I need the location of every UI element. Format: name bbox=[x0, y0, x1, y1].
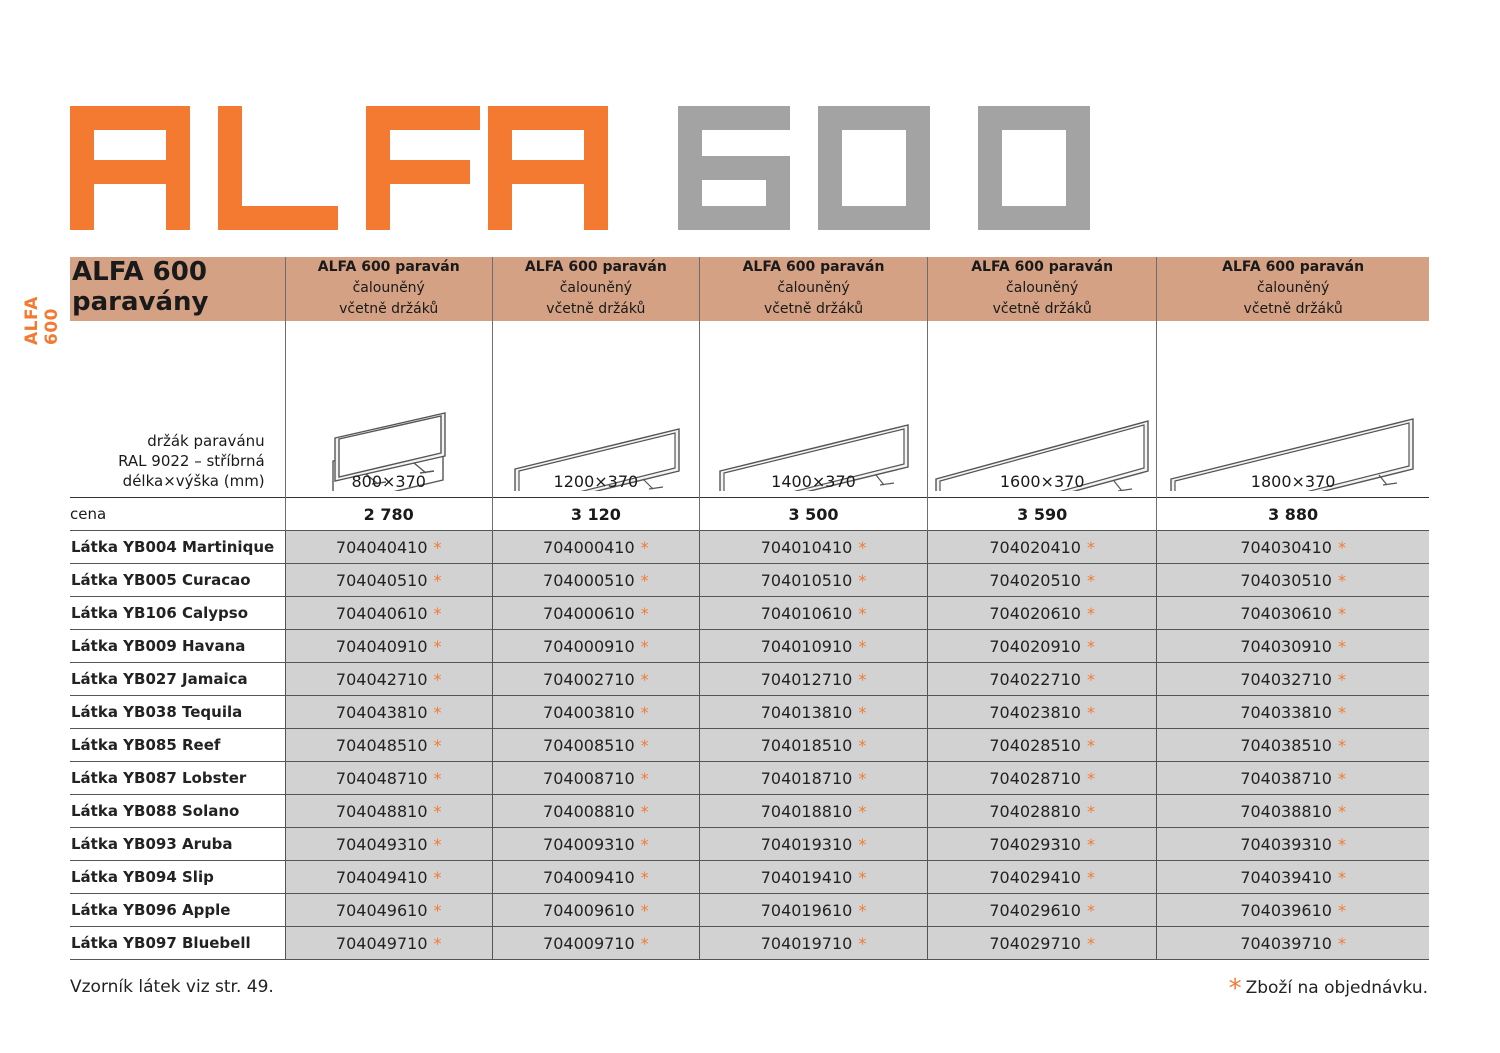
asterisk-icon: * bbox=[1337, 900, 1346, 920]
product-code-cell bbox=[1157, 564, 1429, 597]
product-name: ALFA 600 paraván bbox=[1222, 259, 1365, 275]
product-code: 704020410 bbox=[989, 537, 1081, 557]
table-row bbox=[70, 927, 1429, 960]
asterisk-icon: * bbox=[1337, 933, 1346, 953]
order-note bbox=[1229, 974, 1428, 1004]
table-row bbox=[70, 861, 1429, 894]
product-code-cell bbox=[492, 564, 699, 597]
price-row bbox=[70, 498, 1429, 531]
asterisk-icon: * bbox=[433, 735, 442, 755]
product-code-cell bbox=[699, 630, 927, 663]
product-code-cell bbox=[928, 894, 1157, 927]
product-code-cell bbox=[492, 630, 699, 663]
product-code-cell bbox=[285, 597, 492, 630]
asterisk-icon: * bbox=[640, 702, 649, 722]
table-header-row bbox=[70, 257, 1429, 321]
product-code: 704040610 bbox=[335, 603, 428, 623]
asterisk-icon: * bbox=[640, 834, 649, 854]
table-row bbox=[70, 531, 1429, 564]
asterisk-icon: * bbox=[640, 603, 649, 623]
product-code-cell bbox=[492, 729, 699, 762]
asterisk-icon: * bbox=[1086, 801, 1095, 821]
asterisk-icon: * bbox=[1086, 636, 1095, 656]
product-code: 704049610 bbox=[335, 900, 428, 920]
product-code: 704029610 bbox=[989, 900, 1081, 920]
fabric-label: Látka YB106 Calypso bbox=[70, 597, 285, 630]
asterisk-icon: * bbox=[640, 900, 649, 920]
asterisk-icon: * bbox=[433, 867, 442, 887]
product-code: 704038810 bbox=[1240, 801, 1332, 821]
product-code: 704048510 bbox=[335, 735, 428, 755]
asterisk-icon: * bbox=[1337, 801, 1346, 821]
product-code: 704029710 bbox=[989, 933, 1081, 953]
fabric-label: Látka YB027 Jamaica bbox=[70, 663, 285, 696]
asterisk-icon: * bbox=[858, 702, 867, 722]
asterisk-icon: * bbox=[858, 834, 867, 854]
product-code: 704013810 bbox=[760, 702, 853, 722]
asterisk-icon: * bbox=[433, 900, 442, 920]
product-code: 704040410 bbox=[335, 537, 428, 557]
product-code-cell bbox=[492, 531, 699, 564]
product-code: 704008710 bbox=[543, 768, 635, 788]
dimension-value: 1800×370 bbox=[1250, 472, 1336, 491]
product-desc: včetně držáků bbox=[339, 301, 439, 317]
asterisk-icon: * bbox=[640, 867, 649, 887]
product-code: 704000410 bbox=[543, 537, 635, 557]
product-code: 704040910 bbox=[335, 636, 428, 656]
fabric-label: Látka YB038 Tequila bbox=[70, 696, 285, 729]
fabric-label: Látka YB087 Lobster bbox=[70, 762, 285, 795]
product-desc: čalouněný bbox=[352, 280, 425, 296]
asterisk-icon: * bbox=[1086, 933, 1095, 953]
product-code-cell bbox=[285, 729, 492, 762]
product-code: 704039410 bbox=[1240, 867, 1332, 887]
product-code: 704029410 bbox=[989, 867, 1081, 887]
product-code: 704039610 bbox=[1240, 900, 1332, 920]
product-code-cell bbox=[928, 762, 1157, 795]
fabric-label: Látka YB009 Havana bbox=[70, 630, 285, 663]
order-note-text: Zboží na objednávku. bbox=[1245, 978, 1428, 998]
table-row bbox=[70, 663, 1429, 696]
product-code: 704003810 bbox=[543, 702, 635, 722]
price-value: 3 880 bbox=[1157, 498, 1429, 531]
product-name: ALFA 600 paraván bbox=[524, 259, 667, 275]
product-code: 704040510 bbox=[335, 570, 428, 590]
product-code: 704029310 bbox=[989, 834, 1081, 854]
product-code: 704048710 bbox=[335, 768, 428, 788]
product-code: 704033810 bbox=[1240, 702, 1332, 722]
product-code-cell bbox=[285, 663, 492, 696]
screen-panel-icon bbox=[286, 321, 493, 491]
product-code: 704012710 bbox=[760, 669, 853, 689]
asterisk-icon: * bbox=[1228, 974, 1242, 1004]
product-image-cell bbox=[492, 321, 699, 498]
table-title-line1: ALFA 600 bbox=[72, 257, 207, 287]
product-code: 704018710 bbox=[760, 768, 853, 788]
product-code-cell bbox=[492, 663, 699, 696]
asterisk-icon: * bbox=[858, 801, 867, 821]
fabric-rows bbox=[70, 531, 1429, 960]
product-name: ALFA 600 paraván bbox=[971, 259, 1114, 275]
product-code-cell bbox=[1157, 597, 1429, 630]
table-row bbox=[70, 828, 1429, 861]
product-code-cell bbox=[699, 828, 927, 861]
product-code: 704043810 bbox=[335, 702, 428, 722]
asterisk-icon: * bbox=[640, 570, 649, 590]
product-code-cell bbox=[1157, 630, 1429, 663]
asterisk-icon: * bbox=[1086, 867, 1095, 887]
product-code-cell bbox=[492, 696, 699, 729]
holder-label: držák paravánu bbox=[147, 432, 265, 450]
product-code: 704020910 bbox=[989, 636, 1081, 656]
product-code-cell bbox=[699, 564, 927, 597]
product-code-cell bbox=[492, 597, 699, 630]
product-image-row bbox=[70, 321, 1429, 498]
price-value: 2 780 bbox=[285, 498, 492, 531]
fabric-label: Látka YB096 Apple bbox=[70, 894, 285, 927]
asterisk-icon: * bbox=[858, 537, 867, 557]
product-code-cell bbox=[699, 894, 927, 927]
product-code: 704000610 bbox=[543, 603, 635, 623]
product-code: 704019310 bbox=[760, 834, 853, 854]
product-code-cell bbox=[1157, 531, 1429, 564]
product-code-cell bbox=[928, 729, 1157, 762]
table-row bbox=[70, 795, 1429, 828]
asterisk-icon: * bbox=[1337, 834, 1346, 854]
product-code: 704010510 bbox=[760, 570, 853, 590]
product-code: 704049410 bbox=[335, 867, 428, 887]
asterisk-icon: * bbox=[858, 603, 867, 623]
product-code-cell bbox=[492, 861, 699, 894]
table-title bbox=[70, 257, 285, 321]
product-code: 704010910 bbox=[760, 636, 853, 656]
product-code: 704010410 bbox=[760, 537, 853, 557]
logo-600 bbox=[678, 106, 1090, 230]
asterisk-icon: * bbox=[433, 537, 442, 557]
asterisk-icon: * bbox=[858, 768, 867, 788]
product-code: 704032710 bbox=[1240, 669, 1332, 689]
product-code: 704000910 bbox=[543, 636, 635, 656]
product-code-cell bbox=[285, 828, 492, 861]
asterisk-icon: * bbox=[433, 570, 442, 590]
asterisk-icon: * bbox=[640, 636, 649, 656]
product-code-cell bbox=[699, 927, 927, 960]
fabric-label: Látka YB093 Aruba bbox=[70, 828, 285, 861]
holder-color-label: RAL 9022 – stříbrná bbox=[118, 452, 265, 470]
product-image-cell bbox=[699, 321, 927, 498]
product-code-cell bbox=[1157, 762, 1429, 795]
product-header-800 bbox=[285, 257, 492, 321]
product-code-cell bbox=[285, 795, 492, 828]
asterisk-icon: * bbox=[640, 933, 649, 953]
fabric-label: Látka YB088 Solano bbox=[70, 795, 285, 828]
asterisk-icon: * bbox=[1337, 702, 1346, 722]
product-code: 704000510 bbox=[543, 570, 635, 590]
product-desc: včetně držáků bbox=[992, 301, 1092, 317]
asterisk-icon: * bbox=[1337, 603, 1346, 623]
fabric-label: Látka YB085 Reef bbox=[70, 729, 285, 762]
product-code-cell bbox=[1157, 861, 1429, 894]
product-desc: včetně držáků bbox=[1243, 301, 1343, 317]
product-desc: čalouněný bbox=[1257, 280, 1330, 296]
asterisk-icon: * bbox=[433, 669, 442, 689]
product-code-cell bbox=[1157, 729, 1429, 762]
table-row bbox=[70, 630, 1429, 663]
asterisk-icon: * bbox=[640, 801, 649, 821]
fabric-label: Látka YB005 Curacao bbox=[70, 564, 285, 597]
product-header-1400 bbox=[699, 257, 927, 321]
product-image-cell bbox=[928, 321, 1157, 498]
asterisk-icon: * bbox=[1086, 834, 1095, 854]
product-code: 704028710 bbox=[989, 768, 1081, 788]
product-code-cell bbox=[928, 597, 1157, 630]
product-code-cell bbox=[699, 795, 927, 828]
product-code: 704009710 bbox=[543, 933, 635, 953]
product-code: 704030610 bbox=[1240, 603, 1332, 623]
asterisk-icon: * bbox=[858, 735, 867, 755]
product-code: 704030510 bbox=[1240, 570, 1332, 590]
asterisk-icon: * bbox=[1337, 570, 1346, 590]
dimension-value: 800×370 bbox=[351, 472, 426, 491]
asterisk-icon: * bbox=[1337, 867, 1346, 887]
product-desc: včetně držáků bbox=[546, 301, 646, 317]
product-code-cell bbox=[699, 531, 927, 564]
screen-panel-icon bbox=[928, 321, 1157, 491]
product-header-1200 bbox=[492, 257, 699, 321]
asterisk-icon: * bbox=[640, 735, 649, 755]
asterisk-icon: * bbox=[858, 636, 867, 656]
product-code: 704008810 bbox=[543, 801, 635, 821]
asterisk-icon: * bbox=[858, 900, 867, 920]
asterisk-icon: * bbox=[1337, 735, 1346, 755]
asterisk-icon: * bbox=[640, 768, 649, 788]
screen-panel-icon bbox=[1157, 321, 1429, 491]
asterisk-icon: * bbox=[433, 636, 442, 656]
alfa-600-logo bbox=[70, 106, 1100, 230]
product-name: ALFA 600 paraván bbox=[742, 259, 885, 275]
product-code: 704028810 bbox=[989, 801, 1081, 821]
product-code-cell bbox=[699, 729, 927, 762]
asterisk-icon: * bbox=[858, 570, 867, 590]
asterisk-icon: * bbox=[1086, 735, 1095, 755]
asterisk-icon: * bbox=[1086, 537, 1095, 557]
product-code: 704019710 bbox=[760, 933, 853, 953]
product-code: 704039310 bbox=[1240, 834, 1332, 854]
fabric-sampler-note: Vzorník látek viz str. 49. bbox=[70, 977, 274, 997]
asterisk-icon: * bbox=[640, 537, 649, 557]
product-code-cell bbox=[285, 861, 492, 894]
product-code-cell bbox=[1157, 795, 1429, 828]
product-code: 704019610 bbox=[760, 900, 853, 920]
table-row bbox=[70, 564, 1429, 597]
product-code-cell bbox=[928, 630, 1157, 663]
asterisk-icon: * bbox=[1086, 702, 1095, 722]
asterisk-icon: * bbox=[433, 702, 442, 722]
asterisk-icon: * bbox=[1337, 768, 1346, 788]
table-row bbox=[70, 597, 1429, 630]
product-desc: čalouněný bbox=[1006, 280, 1079, 296]
fabric-label: Látka YB004 Martinique bbox=[70, 531, 285, 564]
product-code: 704018810 bbox=[760, 801, 853, 821]
asterisk-icon: * bbox=[858, 933, 867, 953]
table-title-line2: paravány bbox=[72, 287, 209, 317]
logo-alfa bbox=[70, 106, 608, 230]
product-code: 704020610 bbox=[989, 603, 1081, 623]
product-header-1800 bbox=[1157, 257, 1429, 321]
product-code-cell bbox=[699, 762, 927, 795]
asterisk-icon: * bbox=[1086, 570, 1095, 590]
price-value: 3 120 bbox=[492, 498, 699, 531]
asterisk-icon: * bbox=[1337, 669, 1346, 689]
product-code: 704039710 bbox=[1240, 933, 1332, 953]
product-code-cell bbox=[928, 861, 1157, 894]
asterisk-icon: * bbox=[1086, 669, 1095, 689]
product-desc: čalouněný bbox=[559, 280, 632, 296]
product-code: 704019410 bbox=[760, 867, 853, 887]
product-code-cell bbox=[285, 762, 492, 795]
product-code-cell bbox=[1157, 696, 1429, 729]
product-header-1600 bbox=[928, 257, 1157, 321]
product-code-cell bbox=[492, 828, 699, 861]
asterisk-icon: * bbox=[858, 669, 867, 689]
dimension-value: 1600×370 bbox=[999, 472, 1085, 491]
product-code: 704002710 bbox=[543, 669, 635, 689]
product-code: 704038710 bbox=[1240, 768, 1332, 788]
product-code-cell bbox=[492, 894, 699, 927]
product-code: 704049310 bbox=[335, 834, 428, 854]
asterisk-icon: * bbox=[1086, 900, 1095, 920]
product-code: 704048810 bbox=[335, 801, 428, 821]
product-code-cell bbox=[928, 531, 1157, 564]
product-code-cell bbox=[928, 663, 1157, 696]
product-desc: včetně držáků bbox=[763, 301, 864, 317]
product-code-cell bbox=[1157, 894, 1429, 927]
product-code-cell bbox=[285, 564, 492, 597]
dimension-value: 1200×370 bbox=[553, 472, 639, 491]
fabric-label: Látka YB097 Bluebell bbox=[70, 927, 285, 960]
product-name: ALFA 600 paraván bbox=[317, 259, 460, 275]
price-value: 3 500 bbox=[699, 498, 927, 531]
product-image-cell bbox=[1157, 321, 1429, 498]
product-code-cell bbox=[699, 696, 927, 729]
product-code: 704049710 bbox=[335, 933, 428, 953]
product-code-cell bbox=[699, 663, 927, 696]
asterisk-icon: * bbox=[1086, 603, 1095, 623]
product-code-cell bbox=[928, 927, 1157, 960]
product-image-cell bbox=[285, 321, 492, 498]
side-tab-label: ALFA 600 bbox=[22, 296, 62, 345]
product-code-cell bbox=[285, 927, 492, 960]
product-code-cell bbox=[492, 762, 699, 795]
screen-panel-icon bbox=[700, 321, 928, 491]
asterisk-icon: * bbox=[433, 933, 442, 953]
product-desc: čalouněný bbox=[777, 280, 850, 296]
asterisk-icon: * bbox=[433, 801, 442, 821]
product-code-cell bbox=[1157, 927, 1429, 960]
asterisk-icon: * bbox=[1086, 768, 1095, 788]
product-code: 704010610 bbox=[760, 603, 853, 623]
asterisk-icon: * bbox=[1337, 537, 1346, 557]
fabric-label: Látka YB094 Slip bbox=[70, 861, 285, 894]
product-code: 704009310 bbox=[543, 834, 635, 854]
product-code-cell bbox=[928, 564, 1157, 597]
price-value: 3 590 bbox=[928, 498, 1157, 531]
product-code-cell bbox=[285, 630, 492, 663]
product-code: 704028510 bbox=[989, 735, 1081, 755]
product-code: 704030910 bbox=[1240, 636, 1332, 656]
asterisk-icon: * bbox=[433, 603, 442, 623]
product-code: 704038510 bbox=[1240, 735, 1332, 755]
product-code-cell bbox=[928, 828, 1157, 861]
dimension-value: 1400×370 bbox=[771, 472, 856, 491]
price-label: cena bbox=[70, 498, 285, 531]
product-code: 704042710 bbox=[335, 669, 428, 689]
product-code: 704022710 bbox=[989, 669, 1081, 689]
asterisk-icon: * bbox=[433, 768, 442, 788]
product-code-cell bbox=[1157, 663, 1429, 696]
product-code: 704020510 bbox=[989, 570, 1081, 590]
product-code: 704008510 bbox=[543, 735, 635, 755]
product-code-cell bbox=[699, 597, 927, 630]
product-code: 704009610 bbox=[543, 900, 635, 920]
dimension-label: délka×výška (mm) bbox=[122, 472, 265, 490]
product-code: 704009410 bbox=[543, 867, 635, 887]
asterisk-icon: * bbox=[1337, 636, 1346, 656]
table-row bbox=[70, 729, 1429, 762]
product-code-cell bbox=[699, 861, 927, 894]
product-code-cell bbox=[928, 696, 1157, 729]
product-code: 704018510 bbox=[760, 735, 853, 755]
product-code-cell bbox=[285, 531, 492, 564]
table-row bbox=[70, 762, 1429, 795]
product-code-cell bbox=[492, 927, 699, 960]
product-code-cell bbox=[1157, 828, 1429, 861]
product-code-cell bbox=[492, 795, 699, 828]
product-code-cell bbox=[285, 696, 492, 729]
table-row bbox=[70, 696, 1429, 729]
asterisk-icon: * bbox=[640, 669, 649, 689]
screen-panel-icon bbox=[493, 321, 700, 491]
asterisk-icon: * bbox=[858, 867, 867, 887]
table-row bbox=[70, 894, 1429, 927]
product-code-cell bbox=[928, 795, 1157, 828]
price-table bbox=[70, 257, 1429, 960]
product-code: 704023810 bbox=[989, 702, 1081, 722]
product-code-cell bbox=[285, 894, 492, 927]
asterisk-icon: * bbox=[433, 834, 442, 854]
image-row-label bbox=[70, 321, 285, 498]
product-code: 704030410 bbox=[1240, 537, 1332, 557]
